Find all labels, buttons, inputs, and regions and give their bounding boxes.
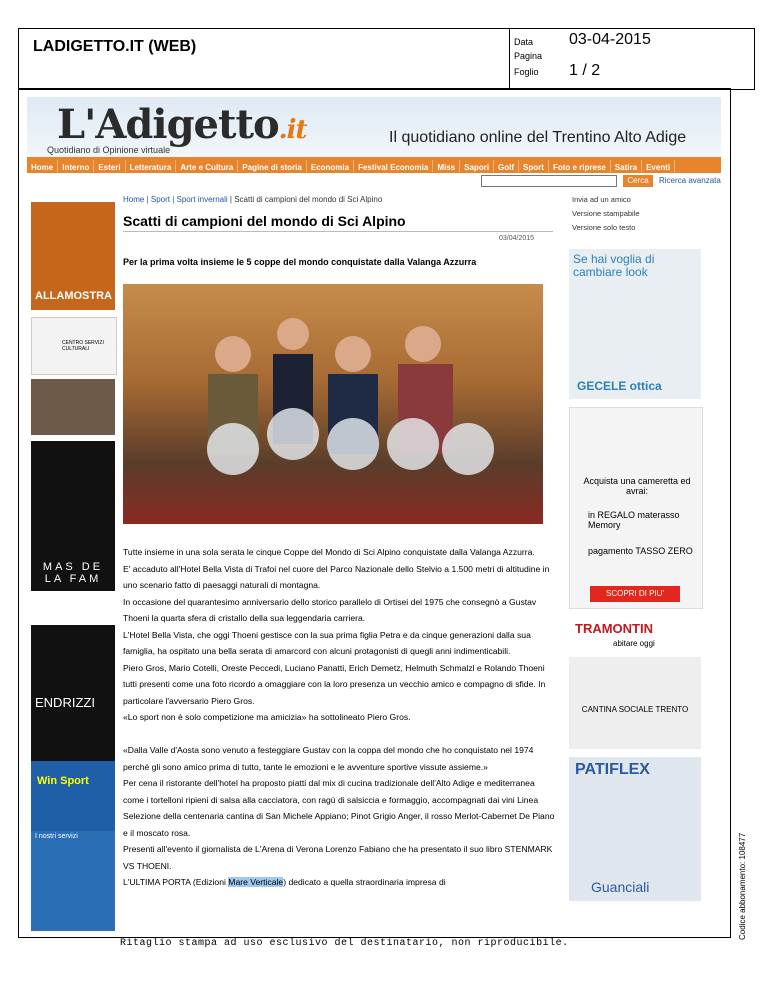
nav-item[interactable]: Interno [58,160,94,172]
nav-item[interactable]: Miss [433,160,460,172]
nav-item[interactable]: Golf [494,160,519,172]
article-tools [572,193,640,235]
footer-disclaimer: Ritaglio stampa ad uso esclusivo del destinatario, non riproducibile. [120,938,569,949]
article-paragraph: «Dalla Valle d'Aosta sono venuto a festeggiare Gustav con la coppa del mondo che ho conquistato nel 1974 perché gli sono amico prima di tutto, tante le emozioni e le avventure sportive vissute assieme.» [123,745,534,772]
breadcrumb-links[interactable]: Home | Sport | Sport invernali [123,195,228,204]
highlighted-publisher: Mare Verticale [228,877,284,887]
ad-patiflex-product: Guanciali [591,879,650,895]
article-paragraph: Piero Gros, Mario Cotelli, Oreste Peccedi, Luciano Panatti, Erich Demetz, Helmuth Schmalzl e Rolando Thoeni tutti presenti come una foto ricordo a omaggiare con la loro presenza un vecchio amico e compagno di sfide. In particolare l'avversario Piero Gros. [123,662,546,706]
article-paragraph: In occasione del quarantesimo anniversario dello storico parallelo di Ortisei del 1975 che consegnò a Gustav Thoeni la quarta sfera di cristallo della sua leggendaria carriera. [123,596,537,623]
nav-item[interactable]: Letteratura [126,160,177,172]
article-paragraph: Per cena il ristorante dell'hotel ha proposto piatti dal mix di cucina tradizionale dell'Alto Adige e mediterranea come i tortelloni ripieni di salsa alla cacciatora, con ragù di salsiccia e formaggio, accompagnati dai vini Linea Selezione della centenaria cantina di San Michele Appiano; Pinot Grigio Anger, il rosso Merlot-Cabernet De Piano e il moscato rosa. [123,778,555,838]
ad-winsport-text: Win Sport [37,775,89,787]
ad-allamostra[interactable] [31,202,115,310]
sheet-value: 1 / 2 [569,62,601,79]
nav-item[interactable]: Home [27,160,58,172]
article-paragraph: E' accaduto all'Hotel Bella Vista di Trafoi nel cuore del Parco Nazionale dello Stelvio a 1.500 metri di altitudine in uno scenario fatto di paesaggi naturali di montagna. [123,563,550,590]
ad-win-sport[interactable] [31,761,115,831]
ad-allamostra-text: ALLAMOSTRA [35,290,112,302]
article-paragraph: Presenti all'evento il giornalista de L'Arena di Verona Lorenzo Fabiano che ha presentato il suo libro STENMARK VS THOENI. [123,844,553,871]
logo-text: L'Adigetto [57,101,279,148]
nav-item[interactable]: Sapori [460,160,494,172]
clipping-header [18,28,755,90]
breadcrumb-current: | Scatti di campioni del mondo di Sci Alpino [229,195,383,204]
ad-cameretta-finance: pagamento TASSO ZERO [588,546,693,556]
site-logo[interactable] [57,101,307,148]
article-subtitle: Per la prima volta insieme le 5 coppe del mondo conquistate dalla Valanga Azzurra [123,257,477,267]
ad-centro-servizi[interactable] [31,317,117,375]
trophies-photo-illustration [123,284,543,524]
ad-cantina-text: CANTINA SOCIALE TRENTO [581,705,689,714]
article-last-line [123,874,555,891]
main-nav [27,157,721,173]
ad-mas-text: MAS DE LA FAM [42,561,104,585]
web-clipping [18,88,731,938]
ad-mas-de-la-fam[interactable] [31,441,115,591]
ad-nostri-servizi[interactable] [31,831,115,931]
date-label: Data [514,37,534,47]
logo-tld: .it [278,115,307,145]
logo-subtitle: Quotidiano di Opinione virtuale [47,145,171,155]
ad-gecele[interactable] [569,249,701,399]
ad-tramontin-brand: TRAMONTIN [575,621,653,636]
sheet-label: Foglio [514,67,539,77]
subscription-code: Codice abbonamento: 108477 [738,832,747,940]
ad-cameretta[interactable] [569,407,703,609]
breadcrumb [123,195,382,204]
ad-cameretta-cta[interactable]: SCOPRI DI PIU' [590,586,680,602]
ad-cameretta-gift: in REGALO materasso Memory [588,510,680,530]
header-left [19,29,510,89]
last-line-end: ) dedicato a quella straordinaria impresa di [283,877,446,887]
publication-name: LADIGETTO.IT (WEB) [33,38,197,55]
ad-patiflex-brand: PATIFLEX [575,761,650,778]
article-body [123,544,555,891]
nav-item[interactable]: Esteri [94,160,125,172]
page-label: Pagina [514,51,543,61]
search-input[interactable] [481,175,617,187]
ad-patiflex[interactable] [569,757,701,901]
date-value: 03-04-2015 [569,31,651,48]
nav-item[interactable]: Foto e riprese [549,160,611,172]
ad-gecele-headline: Se hai voglia di cambiare look [573,252,655,279]
title-divider [123,231,553,232]
ad-cantina-trento[interactable] [569,657,701,749]
ad-portrait[interactable] [31,379,115,435]
ad-endrizzi-text: ENDRIZZI [35,695,95,710]
site-tagline: Il quotidiano online del Trentino Alto Adige [389,129,687,146]
article-paragraph: «Lo sport non è solo competizione ma amicizia» ha sottolineato Piero Gros. [123,712,411,722]
ad-servizi-text: I nostri servizi [35,833,78,840]
ad-tramontin[interactable] [569,619,701,653]
ad-centro-text: CENTRO SERVIZI CULTURALI [62,340,104,352]
nav-item[interactable]: Pagine di storia [238,160,307,172]
article-photo [123,284,543,524]
ad-gecele-brand: GECELE ottica [577,379,662,393]
search-button[interactable]: Cerca [623,175,653,187]
print-version-link[interactable]: Versione stampabile [572,209,640,218]
article-paragraph [123,726,555,743]
nav-item[interactable]: Eventi [642,160,675,172]
article-paragraph: Tutte insieme in una sola serata le cinque Coppe del Mondo di Sci Alpino conquistate dalla Valanga Azzurra. [123,547,535,557]
nav-item[interactable]: Satira [611,160,642,172]
nav-item[interactable]: Festival Economia [354,160,433,172]
nav-item[interactable]: Economia [307,160,354,172]
article-paragraph: L'Hotel Bella Vista, che oggi Thoeni gestisce con la sua prima figlia Petra e da cinque generazioni dalla sua famiglia, ha ospitato una bella serata di amarcord con alcuni protagonisti di quegli anni indimenticabili. [123,629,531,656]
nav-item[interactable]: Arte e Cultura [176,160,238,172]
ad-tramontin-tagline: abitare oggi [613,639,655,648]
email-friend-link[interactable]: Invia ad un amico [572,195,631,204]
last-line-start: L'ULTIMA PORTA (Edizioni [123,877,229,887]
text-version-link[interactable]: Versione solo testo [572,223,636,232]
article-title: Scatti di campioni del mondo di Sci Alpino [123,213,406,229]
article-date: 03/04/2015 [499,235,535,242]
advanced-search-link[interactable]: Ricerca avanzata [659,176,721,185]
ad-cameretta-headline: Acquista una cameretta ed avrai: [583,476,691,496]
nav-item[interactable]: Sport [519,160,549,172]
